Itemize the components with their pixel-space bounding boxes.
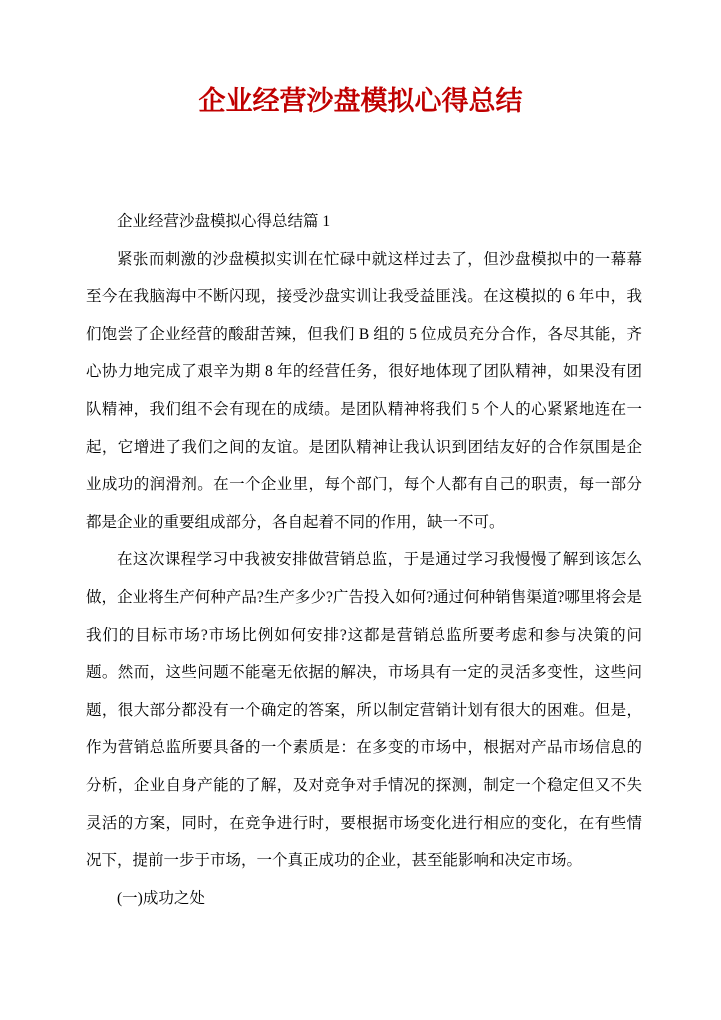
document-title: 企业经营沙盘模拟心得总结 [198,86,523,116]
paragraph-marketing-director: 在这次课程学习中我被安排做营销总监，于是通过学习我慢慢了解到该怎么做，企业将生产何种产品?生产多少?广告投入如何?通过何种销售渠道?哪里将会是我们的目标市场?市场比例如何安排?这都是营销总监所要考虑和参与决策的问题。然而，这些问题不能毫无依据的解决，市场具有一定的灵活多变性，这些问题，很大部分都没有一个确定的答案，所以制定营销计划有很大的困难。但是，作为营销总监所要具备的一个素质是：在多变的市场中，根据对产品市场信息的分析，企业自身产能的了解，及对竞争对手情况的探测，制定一个稳定但又不失灵活的方案，同时，在竞争进行时，要根据市场变化进行相应的变化，在有些情况下，提前一步于市场，一个真正成功的企业，甚至能影响和决定市场。 [86,551,642,870]
subheading-success-points: (一)成功之处 [117,889,205,907]
paragraph-team-spirit: 紧张而刺激的沙盘模拟实训在忙碌中就这样过去了，但沙盘模拟中的一幕幕至今在我脑海中不断闪现，接受沙盘实训让我受益匪浅。在这模拟的 6 年中，我们饱尝了企业经营的酸甜苦辣，但我们 B 组的 5 位成员充分合作，各尽其能，齐心协力地完成了艰辛为期 8 年的经营任务，很好地体现了团队精神，如果没有团队精神，我们组不会有现在的成绩。是团队精神将我们 5 个人的心紧紧地连在一起，它增进了我们之间的友谊。是团队精神让我认识到团结友好的合作氛围是企业成功的润滑剂。在一个企业里，每个部门，每个人都有自己的职责，每一部分都是企业的重要组成部分，各自起着不同的作用，缺一不可。 [86,250,642,531]
section-heading: 企业经营沙盘模拟心得总结篇 1 [117,213,331,230]
document-body [86,203,642,917]
